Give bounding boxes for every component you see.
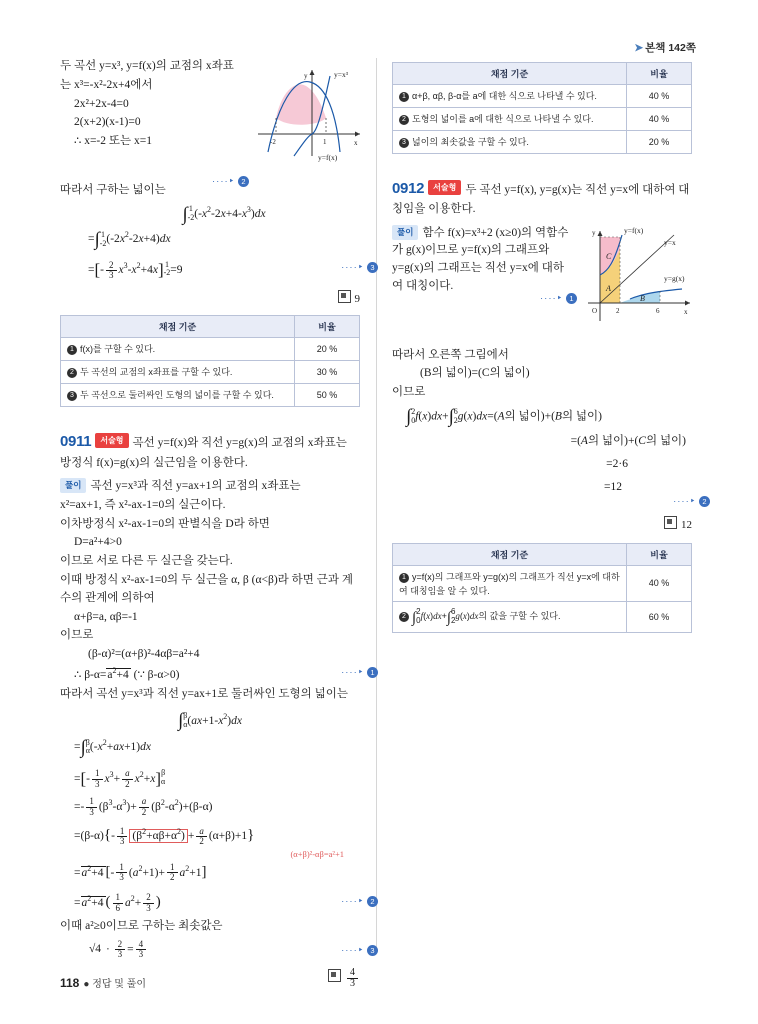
- table-row: [61, 338, 360, 361]
- solution-intro: 풀이 함수 f(x)=x³+2 (x≥0)의 역함수가 g(x)이므로 y=f(x)의 그래프와 y=g(x)의 그래프는 직선 y=x에 대하여 대칭이다.: [392, 226, 569, 292]
- rubric-table-top: [60, 315, 360, 407]
- solution-line: 2(x+2)(x-1)=0: [74, 116, 141, 129]
- step-marker: ····‣ 1: [540, 293, 577, 304]
- red-annotation: (α+β)²-αβ=a²+1: [290, 848, 344, 859]
- solution-line: √4 · $\frac{2}{3}$ = $\frac{4}{3}$ ····‣ 3: [60, 940, 360, 960]
- solution-line: 이므로: [60, 629, 94, 642]
- solution-intro: 풀이 곡선 y=x³과 직선 y=ax+1의 교점의 x좌표는: [60, 478, 360, 496]
- rubric-header-ratio: 비율: [295, 316, 360, 338]
- answer-line: $\frac{4}{3}$: [60, 968, 360, 990]
- rubric-header-ratio: 비율: [627, 543, 692, 565]
- top-reference: ➤ 본책 142쪽: [634, 42, 696, 54]
- page-number: 118: [60, 976, 80, 990]
- rubric-ratio: 40 %: [627, 108, 692, 131]
- solve-tag: 풀이: [392, 225, 418, 240]
- step-marker: ····‣ 2: [212, 176, 249, 187]
- svg-text:2: 2: [616, 306, 620, 315]
- problem-0912: [392, 180, 692, 219]
- answer-box-icon: [338, 290, 351, 303]
- svg-text:O: O: [592, 306, 598, 315]
- solution-line: x²=ax+1, 즉 x²-ax-1=0의 실근이다.: [60, 498, 226, 511]
- solution-line: 2x²+2x-4=0: [74, 97, 129, 110]
- integral-line: =[- $\frac{2}{3}$ $x^3-x^2+4x$] 1 -2 =9 ····‣ 3: [60, 255, 360, 281]
- rubric-header-criteria: 채점 기준: [61, 316, 295, 338]
- problem-badge: 서술형: [95, 433, 128, 448]
- rubric-header-criteria: 채점 기준: [393, 543, 627, 565]
- solution-line: 따라서 구하는 넓이는: [60, 184, 166, 196]
- table-row: [393, 565, 692, 601]
- graph-inverse-function: [578, 219, 696, 331]
- solution-line: ∴ $\beta-\alpha=a^2+4$ (∵ β-α>0) ····‣ 1: [60, 665, 360, 685]
- problem-statement: 두 곡선 y=f(x), y=g(x)는 직선 y=x에 대하여 대칭임을 이용한다.: [392, 184, 690, 216]
- table-row: [61, 384, 360, 407]
- answer-line: 12: [392, 515, 692, 531]
- svg-text:-2: -2: [270, 138, 276, 146]
- answer-box-icon: [664, 516, 677, 529]
- rubric-ratio: 20 %: [295, 338, 360, 361]
- integral-line: =(β-α){- $\frac{1}{3}$ $(\beta^2+\alpha\beta+\alpha^2)$ + $\frac{a}{2}$ (α+β)+1}: [74, 825, 255, 847]
- solve-tag: 풀이: [60, 478, 86, 493]
- footer-label: 정답 및 풀이: [92, 979, 147, 990]
- problem-number: 0911: [60, 433, 92, 451]
- svg-text:y=f(x): y=f(x): [318, 153, 338, 162]
- integral-line: ∫ 1 -2 $(-x^2-2x+4-x^3)dx$: [182, 203, 266, 225]
- rubric-criteria: 2 두 곡선의 교점의 x좌표를 구할 수 있다.: [61, 361, 295, 384]
- solution-line: α+β=a, αβ=-1: [74, 610, 138, 623]
- problem-badge: 서술형: [428, 180, 461, 195]
- svg-text:C: C: [606, 251, 612, 261]
- integral-line: =12 ····‣ 2: [392, 479, 692, 497]
- rubric-ratio: 30 %: [295, 361, 360, 384]
- rubric-ratio: 60 %: [627, 601, 692, 632]
- rubric-ratio: 20 %: [627, 131, 692, 154]
- solution-line: ∴ x=-2 또는 x=1: [74, 135, 152, 148]
- problem-statement: 곡선 y=f(x)와 직선 y=g(x)의 교점의 x좌표는 방정식 f(x)=g(x)의 실근임을 이용한다.: [60, 437, 347, 469]
- solution-line: 이때 a²≥0이므로 구하는 최솟값은: [60, 920, 223, 933]
- answer-box-icon: [328, 969, 341, 982]
- table-row: [393, 85, 692, 108]
- svg-text:A: A: [606, 283, 611, 293]
- solution-line: 이므로: [392, 386, 426, 399]
- svg-text:x: x: [354, 139, 358, 147]
- graph-cubic-parabola: [248, 56, 368, 166]
- table-row: [393, 108, 692, 131]
- problem-number: 0912: [392, 180, 425, 197]
- integral-line: =- $\frac{1}{3}$ $(\beta^3-\alpha^3)+$ $\frac{a}{2}$ $(\beta^2-\alpha^2)+(\beta-\alpha)$: [74, 796, 213, 817]
- solution-line: (B의 넓이)=(C의 넓이): [420, 367, 530, 380]
- svg-text:B: B: [640, 293, 645, 303]
- svg-text:y=g(x): y=g(x): [664, 273, 685, 283]
- rubric-header-ratio: 비율: [627, 63, 692, 85]
- solution-line: 두 곡선 y=x³, y=f(x)의 교점의 x좌표: [60, 60, 234, 72]
- rubric-table-0912: [392, 543, 692, 633]
- solution-line: 이차방정식 x²-ax-1=0의 판별식을 D라 하면: [60, 517, 270, 530]
- rubric-criteria: 1 y=f(x)의 그래프와 y=g(x)의 그래프가 직선 y=x에 대하여 대칭임을 알 수 있다.: [393, 565, 627, 601]
- page-footer: 118 ● 정답 및 풀이: [60, 976, 147, 990]
- solution-line: (β-α)²=(α+β)²-4αβ=a²+4: [88, 648, 200, 661]
- problem-0911: [60, 433, 360, 472]
- rubric-table-0911: [392, 62, 692, 154]
- integral-line: =∫ β α $(-x^2+ax+1)dx$: [74, 736, 151, 758]
- integral-line: ∫ β α $(ax+1-x^2)dx$: [177, 710, 242, 732]
- table-row: [393, 131, 692, 154]
- svg-text:6: 6: [656, 306, 660, 315]
- solution-line: 는 x³=-x²-2x+4에서: [60, 78, 153, 91]
- solution-line: 따라서 오른쪽 그림에서: [392, 348, 509, 361]
- svg-text:y=x: y=x: [664, 237, 676, 247]
- rubric-ratio: 40 %: [627, 565, 692, 601]
- integral-line: =[- $\frac{1}{3}$ $x^3+$ $\frac{a}{2}$ $x^2+x$] β α: [74, 768, 166, 789]
- svg-text:x: x: [684, 307, 688, 316]
- rubric-ratio: 50 %: [295, 384, 360, 407]
- solution-line: 이므로 서로 다른 두 실근을 갖는다.: [60, 555, 233, 568]
- right-column: [392, 40, 707, 633]
- integral-line: =(A의 넓이)+(C의 넓이): [570, 435, 686, 448]
- arrow-icon: ➤: [634, 42, 644, 54]
- integral-line: ∫ 2 0 f(x)dx+∫ 6 2 g(x)dx=(A의 넓이)+(B의 넓이): [406, 406, 602, 428]
- rubric-criteria: 3 넓이의 최솟값을 구할 수 있다.: [393, 131, 627, 154]
- integral-line: $=a^2+4$ [- $\frac{1}{3}$ $(a^2+1)+$ $\frac{1}{2}$ $a^2+1$]: [74, 861, 207, 883]
- solution-line: 이때 방정식 x²-ax-1=0의 두 실근을 α, β (α<β)라 하면 근과 계수의 관계에 의하여: [60, 574, 353, 604]
- table-row: [393, 601, 692, 632]
- solution-top-block: [60, 58, 360, 188]
- rubric-criteria: 2 ∫ 2 0 f(x)dx+∫ 6 2 g(x)dx의 값을 구할 수 있다.: [393, 601, 627, 632]
- integral-line: =2·6: [606, 458, 628, 470]
- table-row: [61, 361, 360, 384]
- svg-text:y=x³: y=x³: [334, 70, 348, 79]
- integral-line: =∫ 1 -2 $(-2x^2-2x+4)dx$: [88, 229, 171, 251]
- answer-line: 9: [60, 289, 360, 305]
- svg-text:y: y: [592, 228, 596, 237]
- rubric-criteria: 3 두 곡선으로 둘러싸인 도형의 넓이를 구할 수 있다.: [61, 384, 295, 407]
- solution-line: D=a²+4>0: [74, 536, 122, 549]
- rubric-ratio: 40 %: [627, 85, 692, 108]
- integral-line: $=a^2+4$ ( $\frac{1}{6}$ $a^2+$ $\frac{2}{3}$ ) ····‣ 2: [60, 891, 360, 914]
- left-column: [60, 58, 375, 990]
- svg-text:1: 1: [323, 138, 327, 146]
- column-divider: [376, 58, 377, 948]
- rubric-criteria: 1 f(x)를 구할 수 있다.: [61, 338, 295, 361]
- svg-text:y=f(x): y=f(x): [624, 225, 644, 235]
- solution-line: 따라서 곡선 y=x³과 직선 y=ax+1로 둘러싸인 도형의 넓이는: [60, 687, 348, 700]
- rubric-criteria: 1 α+β, αβ, β-α를 a에 대한 식으로 나타낼 수 있다.: [393, 85, 627, 108]
- rubric-criteria: 2 도형의 넓이를 a에 대한 식으로 나타낼 수 있다.: [393, 108, 627, 131]
- rubric-header-criteria: 채점 기준: [393, 63, 627, 85]
- svg-text:y: y: [304, 72, 308, 80]
